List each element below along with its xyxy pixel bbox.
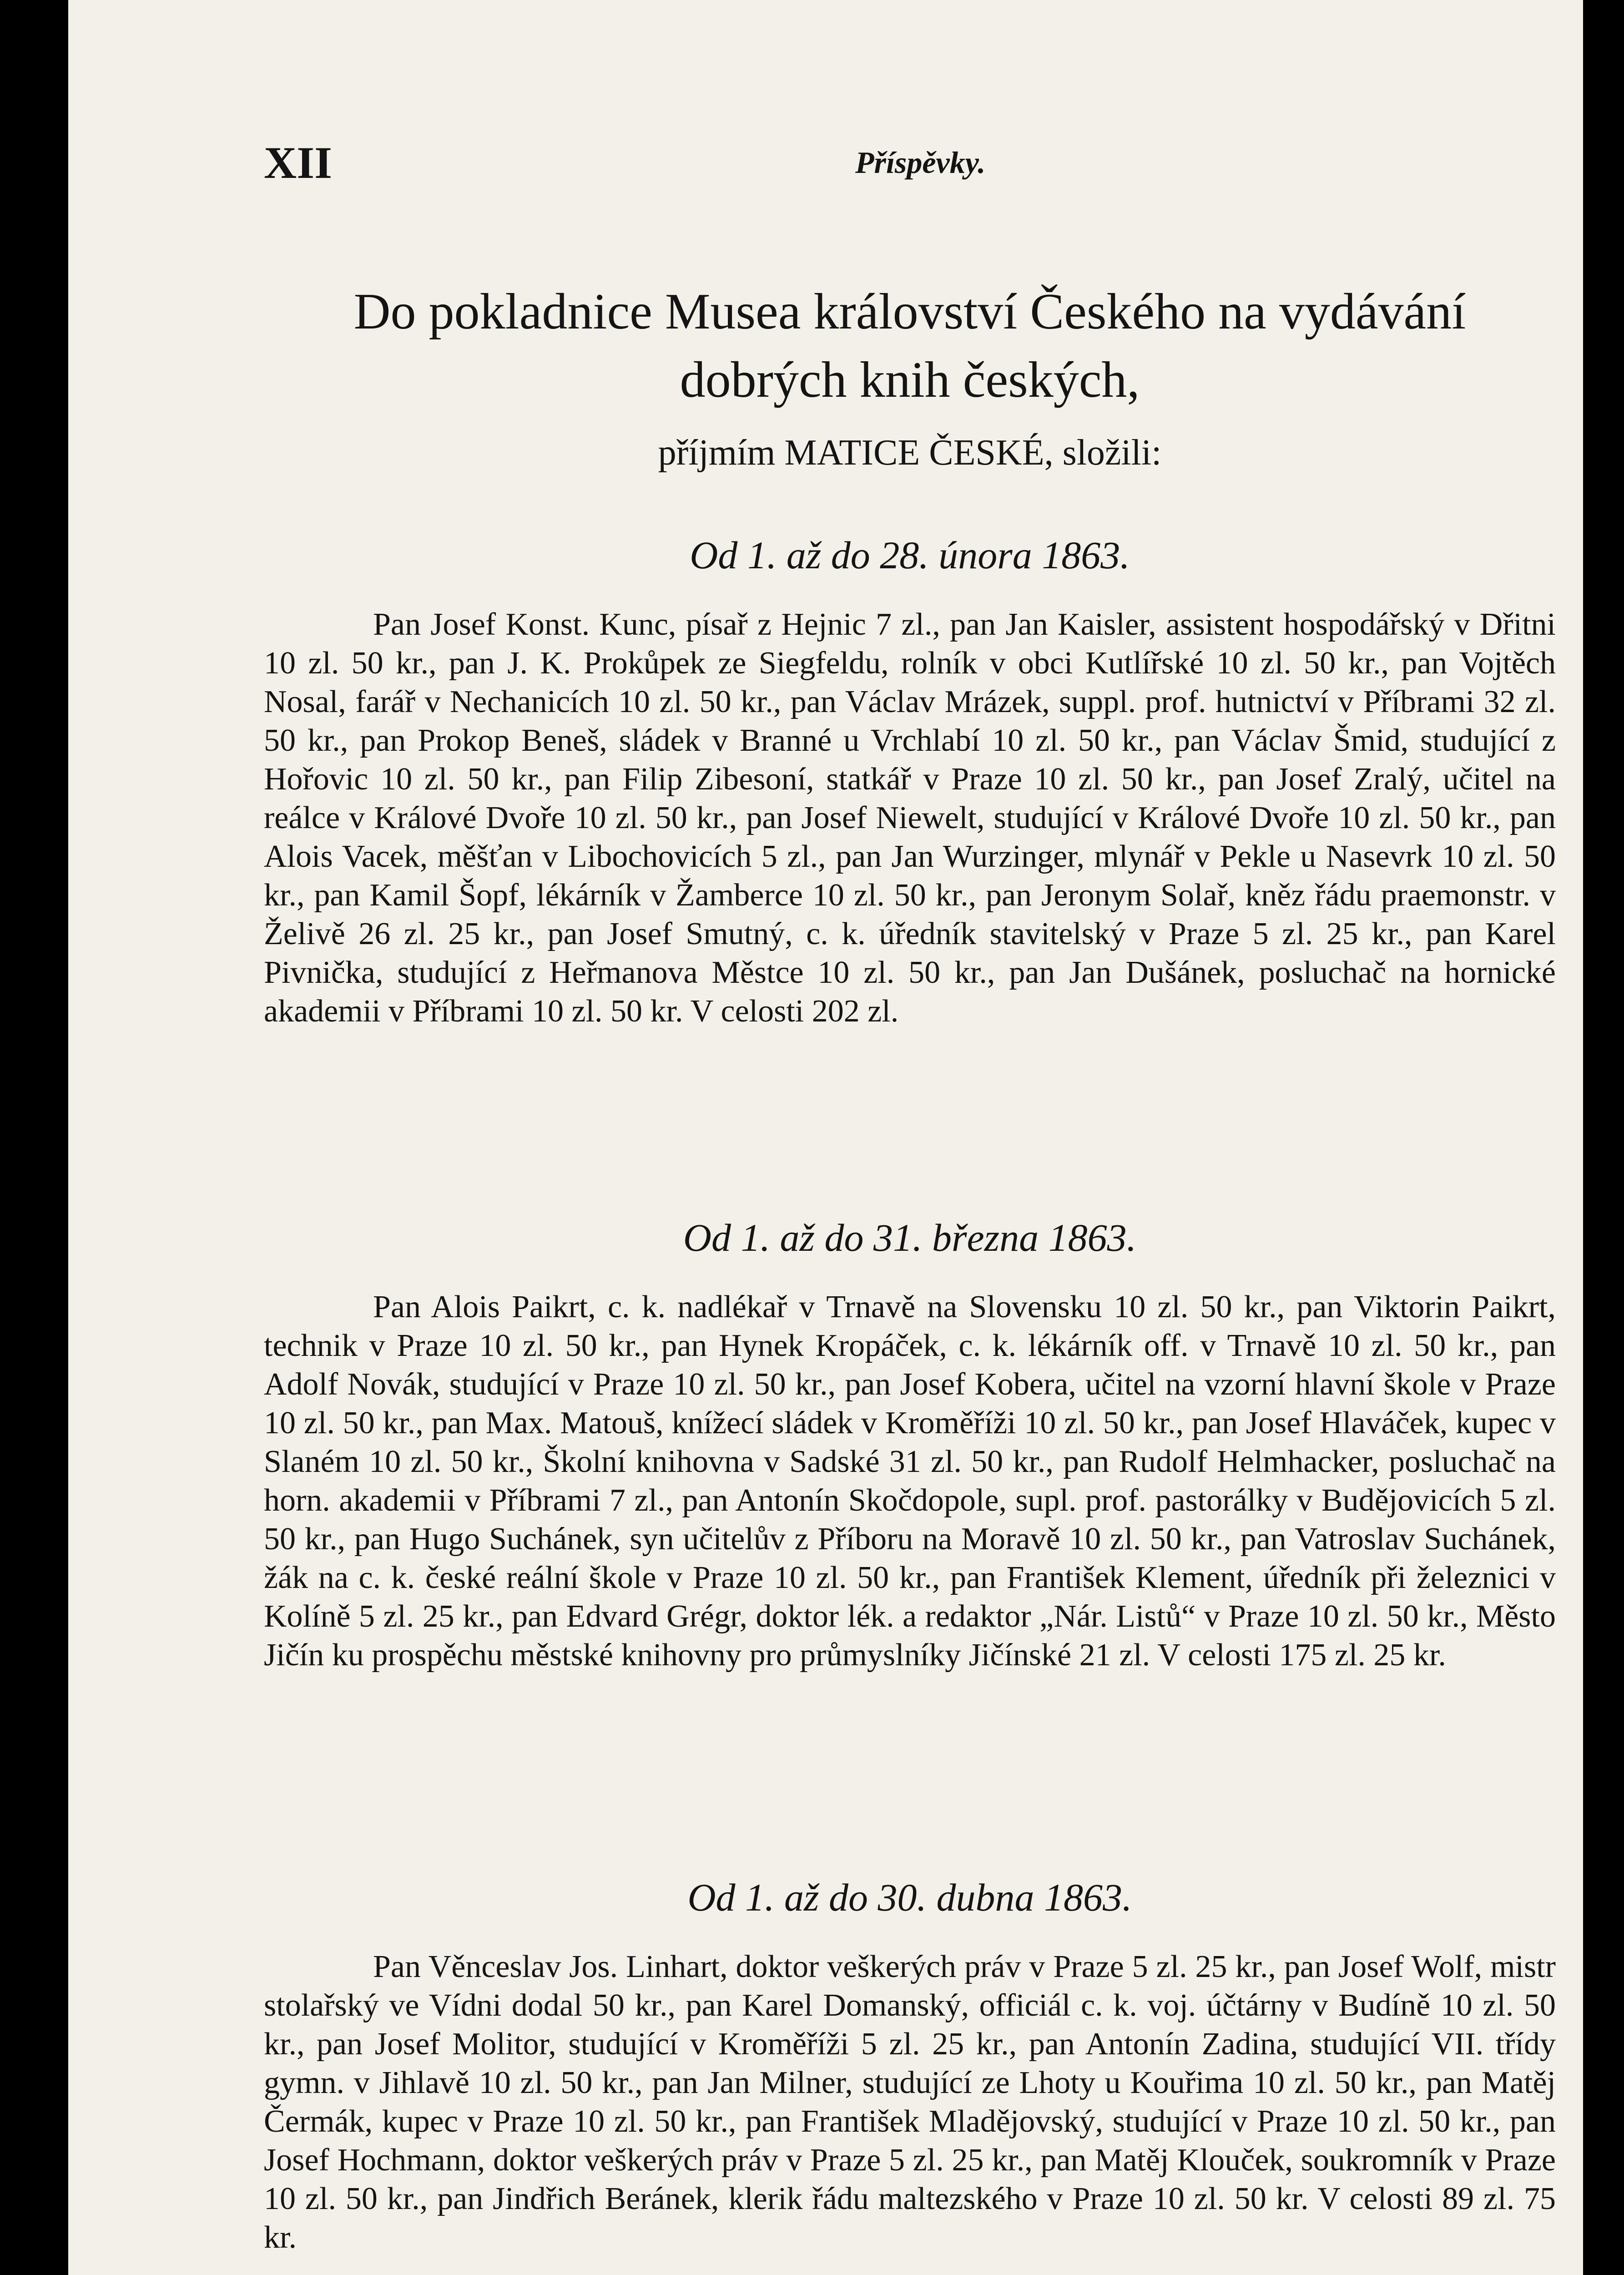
sub-heading: příjmím MATICE ČESKÉ, složili: xyxy=(658,433,1162,473)
section-march xyxy=(264,1210,1556,1674)
section-body: Pan Alois Paikrt, c. k. nadlékař v Trnavě na Slovensku 10 zl. 50 kr., pan Viktorin Paikrt, technik v Praze 10 zl. 50 kr., pan Hynek Kropáček, c. k. lékárník off. v Trnavě 10 zl. 50 kr., pan Adolf Novák, studující v Praze 10 zl. 50 kr., pan Josef Kobera, učitel na vzorní hlavní škole v Praze 10 zl. 50 kr., pan Max. Matouš, knížecí sládek v Kroměříži 10 zl. 50 kr., pan Josef Hlaváček, kupec v Slaném 10 zl. 50 kr., Školní knihovna v Sadské 31 zl. 50 kr., pan Rudolf Helmhacker, posluchač na horn. akademii v Příbrami 7 zl., pan Antonín Skočdopole, supl. prof. pastorálky v Budějovicích 5 zl. 50 kr., pan Hugo Suchánek, syn učitelův z Příboru na Moravě 10 zl. 50 kr., pan Vatroslav Suchánek, žák na c. k. české reální škole v Praze 10 zl. 50 kr., pan František Klement, úředník při železnici v Kolíně 5 zl. 25 kr., pan Edvard Grégr, doktor lék. a redaktor „Nár. Listů“ v Praze 10 zl. 50 kr., Město Jičín ku prospěchu městské knihovny pro průmyslníky Jičínské 21 zl. V celosti 175 zl. 25 kr. xyxy=(264,1289,1556,1673)
document-page xyxy=(68,0,1583,2275)
heading-line-2: dobrých knih českých, xyxy=(680,352,1140,408)
section-april xyxy=(264,1870,1556,2257)
running-title: Příspěvky. xyxy=(855,145,986,180)
page-number: XII xyxy=(264,137,333,188)
section-february xyxy=(264,528,1556,1031)
running-head xyxy=(264,136,1556,191)
section-title: Od 1. až do 31. března 1863. xyxy=(683,1216,1137,1259)
main-heading xyxy=(264,278,1556,414)
heading-line-1: Do pokladnice Musea království Českého na vydávání xyxy=(353,283,1466,340)
section-body: Pan Věnceslav Jos. Linhart, doktor veškerých práv v Praze 5 zl. 25 kr., pan Josef Wolf, mistr stolařský ve Vídni dodal 50 kr., pan Karel Domanský, officiál c. k. voj. účtárny v Budíně 10 zl. 50 kr., pan Josef Molitor, studující v Kroměříži 5 zl. 25 kr., pan Antonín Zadina, studující VII. třídy gymn. v Jihlavě 10 zl. 50 kr., pan Jan Milner, studující ze Lhoty u Kouřima 10 zl. 50 kr., pan Matěj Čermák, kupec v Praze 10 zl. 50 kr., pan František Mladějovský, studující v Praze 10 zl. 50 kr., pan Josef Hochmann, doktor veškerých práv v Praze 5 zl. 25 kr., pan Matěj Klouček, soukromník v Praze 10 zl. 50 kr., pan Jindřich Beránek, klerik řádu maltezského v Praze 10 zl. 50 kr. V celosti 89 zl. 75 kr. xyxy=(264,1949,1556,2255)
section-title: Od 1. až do 28. února 1863. xyxy=(690,533,1130,577)
section-title: Od 1. až do 30. dubna 1863. xyxy=(687,1876,1132,1919)
section-body: Pan Josef Konst. Kunc, písař z Hejnic 7 zl., pan Jan Kaisler, assistent hospodářský v Dřitni 10 zl. 50 kr., pan J. K. Prokůpek ze Siegfeldu, rolník v obci Kutlířské 10 zl. 50 kr., pan Vojtěch Nosal, farář v Nechanicích 10 zl. 50 kr., pan Václav Mrázek, suppl. prof. hutnictví v Příbrami 32 zl. 50 kr., pan Prokop Beneš, sládek v Branné u Vrchlabí 10 zl. 50 kr., pan Václav Šmid, studující z Hořovic 10 zl. 50 kr., pan Filip Zibesoní, statkář v Praze 10 zl. 50 kr., pan Josef Zralý, učitel na reálce v Králové Dvoře 10 zl. 50 kr., pan Josef Niewelt, studující v Králové Dvoře 10 zl. 50 kr., pan Alois Vacek, měšťan v Libochovicích 5 zl., pan Jan Wurzinger, mlynář v Pekle u Nasevrk 10 zl. 50 kr., pan Kamil Šopf, lékárník v Žamberce 10 zl. 50 kr., pan Jeronym Solař, kněz řádu praemonstr. v Želivě 26 zl. 25 kr., pan Josef Smutný, c. k. úředník stavitelský v Praze 5 zl. 25 kr., pan Karel Pivnička, studující z Heřmanova Městce 10 zl. 50 kr., pan Jan Dušánek, posluchač na hornické akademii v Příbrami 10 zl. 50 kr. V celosti 202 zl. xyxy=(264,607,1556,1029)
